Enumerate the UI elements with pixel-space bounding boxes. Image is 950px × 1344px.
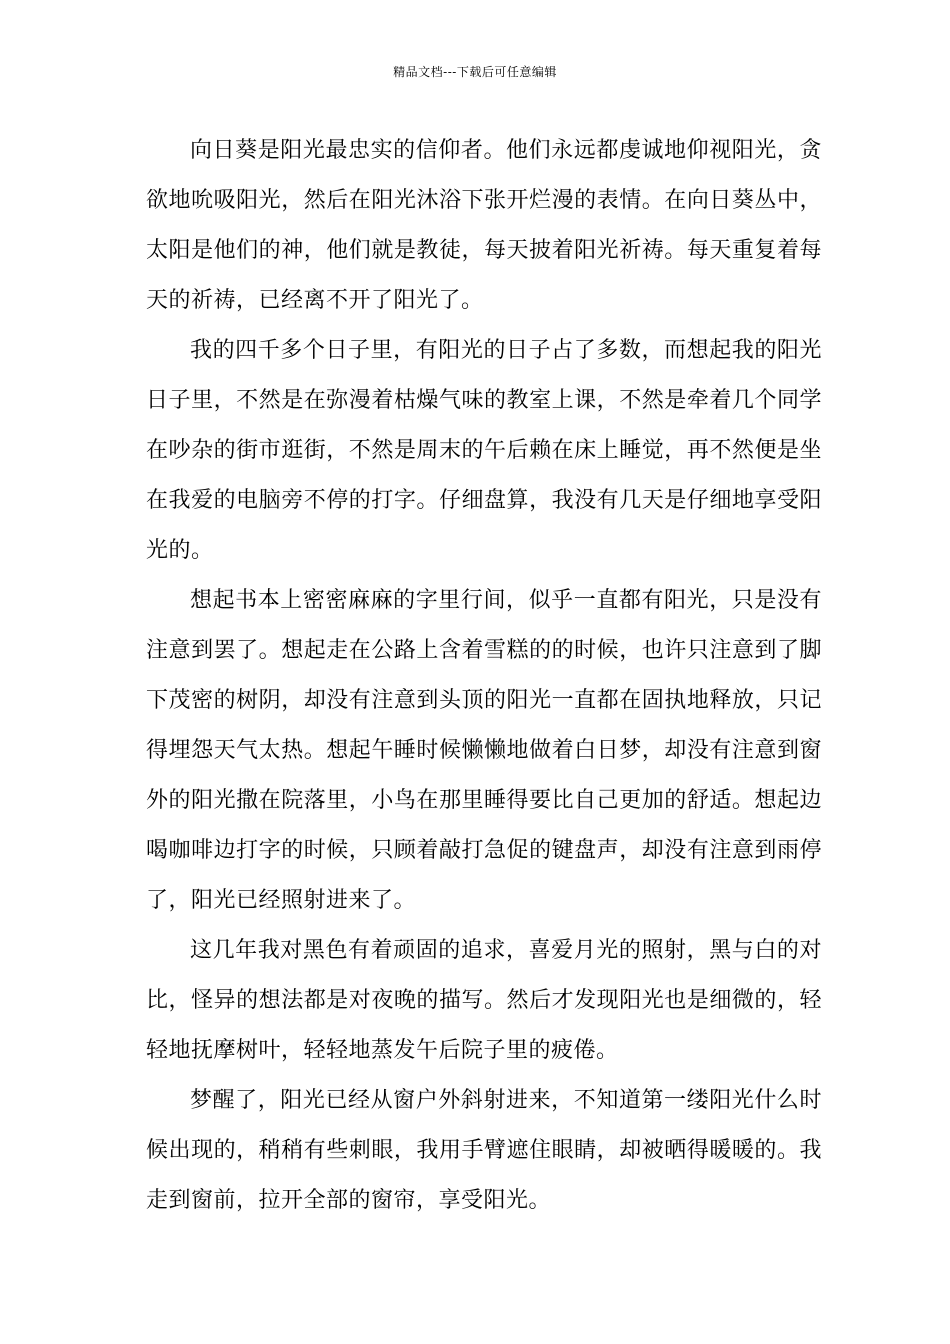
page-header: 精品文档---下载后可任意编辑 — [393, 65, 557, 79]
paragraph-3: 想起书本上密密麻麻的字里行间，似乎一直都有阳光，只是没有注意到罢了。想起走在公路上含着雪糕的的时候，也许只注意到了脚下茂密的树阴，却没有注意到头顶的阳光一直都在固执地释放，只记得埋怨天气太热。想起午睡时候懒懒地做着白日梦，却没有注意到窗外的阳光撒在院落里，小鸟在那里睡得要比自己更加的舒适。想起边喝咖啡边打字的时候，只顾着敲打急促的键盘声，却没有注意到雨停了，阳光已经照射进来了。 — [146, 588, 822, 913]
paragraph-4: 这几年我对黑色有着顽固的追求，喜爱月光的照射，黑与白的对比，怪异的想法都是对夜晚的描写。然后才发现阳光也是细微的，轻轻地抚摩树叶，轻轻地蒸发午后院子里的疲倦。 — [146, 938, 822, 1063]
paragraph-1: 向日葵是阳光最忠实的信仰者。他们永远都虔诚地仰视阳光，贪欲地吮吸阳光，然后在阳光沐浴下张开烂漫的表情。在向日葵丛中，太阳是他们的神，他们就是教徒，每天披着阳光祈祷。每天重复着每天的祈祷，已经离不开了阳光了。 — [146, 138, 822, 313]
paragraph-5: 梦醒了，阳光已经从窗户外斜射进来，不知道第一缕阳光什么时候出现的，稍稍有些刺眼，我用手臂遮住眼睛，却被晒得暖暖的。我走到窗前，拉开全部的窗帘，享受阳光。 — [146, 1088, 822, 1213]
paragraph-2: 我的四千多个日子里，有阳光的日子占了多数，而想起我的阳光日子里，不然是在弥漫着枯燥气味的教室上课，不然是牵着几个同学在吵杂的街市逛街，不然是周末的午后赖在床上睡觉，再不然便是坐在我爱的电脑旁不停的打字。仔细盘算，我没有几天是仔细地享受阳光的。 — [146, 338, 822, 563]
document-body — [146, 126, 822, 1226]
